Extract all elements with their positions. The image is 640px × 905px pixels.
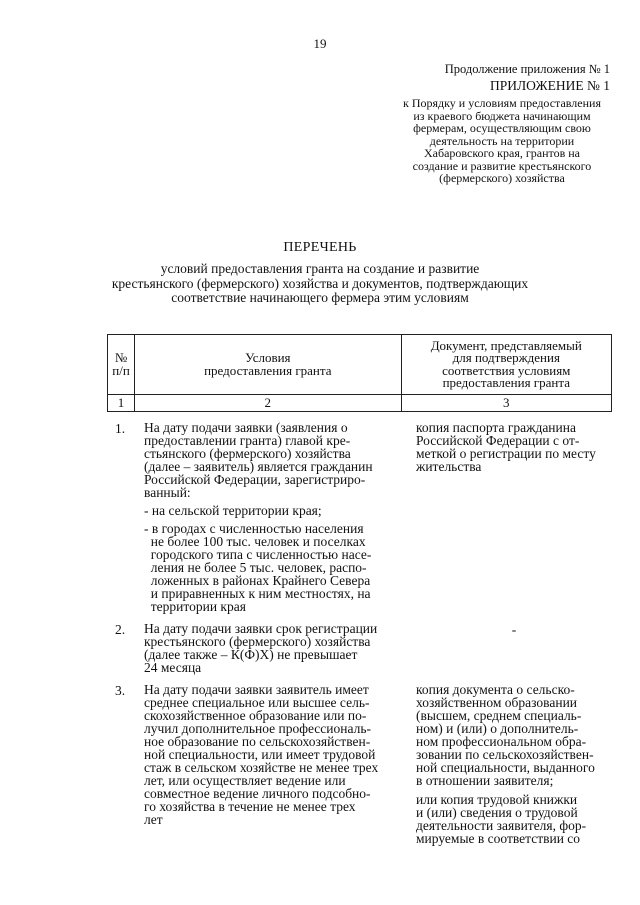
condition-line: (далее также – К(Ф)Х) не превышает [144, 647, 358, 662]
document-dash: - [511, 622, 517, 637]
appendix-subtitle-line: (фермерского) хозяйства [439, 171, 565, 185]
condition-line: среднее специальное или высшее сель- [144, 695, 370, 710]
document-cell [406, 421, 612, 613]
condition-line: лет, или осуществляет ведение или [144, 773, 346, 788]
document-line: хозяйственном образовании [416, 695, 578, 710]
conditions-table-header [107, 334, 612, 412]
condition-line: ления не более 5 тыс. человек, распо- [144, 560, 367, 575]
document-line: или копия трудовой книжки [416, 792, 578, 807]
table-row [107, 622, 612, 674]
header-num [108, 335, 135, 395]
condition-line: ванный: [144, 485, 191, 500]
header-condition [135, 335, 402, 395]
header-num-line: п/п [112, 362, 130, 378]
condition-cell [140, 683, 406, 845]
list-subtitle-line: соответствие начинающего фермера этим условиям [171, 290, 469, 305]
condition-line: городского типа с численностью насе- [144, 547, 372, 562]
appendix-subtitle-line: Хабаровского края, грантов на [423, 146, 581, 160]
appendix-subtitle-line: к Порядку и условиям предоставления [403, 96, 601, 110]
condition-line: территории края [144, 599, 246, 614]
appendix-subtitle-line: фермерам, осуществляющим свою [413, 121, 591, 135]
column-number: 1 [108, 395, 135, 412]
appendix-subtitle-line: создание и развитие крестьянского [412, 158, 592, 173]
condition-line: стаж в сельском хозяйстве не менее трех [144, 760, 379, 775]
header-document [401, 335, 611, 395]
appendix-title: ПРИЛОЖЕНИЕ № 1 [489, 78, 610, 93]
condition-line: крестьянского (фермерского) хозяйства [144, 634, 371, 649]
appendix-subtitle [388, 97, 610, 185]
document-paragraph [416, 421, 612, 473]
document-paragraph [416, 793, 612, 845]
appendix-subtitle-line: деятельность на территории [429, 133, 575, 148]
list-subtitle [88, 262, 552, 306]
conditions-table-body [107, 421, 612, 845]
document-line: ной специальности, выданного [416, 760, 595, 775]
header-document-line: предоставления гранта [442, 375, 570, 390]
condition-line: На дату подачи заявки (заявления о [144, 420, 348, 435]
document-paragraph [416, 683, 612, 787]
condition-line: На дату подачи заявки срок регистрации [144, 621, 378, 636]
condition-line: предоставлении гранта) главой кре- [144, 433, 351, 448]
condition-line: лет [144, 812, 163, 827]
document-line: меткой о регистрации по месту [416, 446, 596, 461]
row-number: 3. [115, 683, 126, 698]
document-line: копия документа о сельско- [416, 682, 575, 697]
document-line: (высшем, среднем специаль- [416, 708, 582, 723]
list-subtitle-line: крестьянского (фермерского) хозяйства и документов, подтверждающих [111, 275, 529, 291]
condition-line: совместное ведение личного подсобно- [144, 786, 371, 801]
condition-line: лучил дополнительное профессиональ- [144, 721, 371, 736]
table-row [107, 683, 612, 845]
condition-paragraph [144, 504, 406, 517]
header-document-line: Документ, представляемый [430, 337, 582, 353]
appendix-subtitle-line: из краевого бюджета начинающим [413, 108, 591, 123]
document-line: ном профессиональном обра- [416, 734, 587, 749]
condition-line: На дату подачи заявки заявитель имеет [144, 682, 369, 697]
column-number: 3 [401, 395, 611, 412]
condition-paragraph [144, 683, 406, 826]
document-line: мируемые в соответствии со [416, 831, 581, 846]
row-number: 2. [115, 622, 126, 637]
document-cell [406, 683, 612, 845]
document-line: и (или) сведения о трудовой [416, 805, 578, 820]
row-number: 1. [115, 421, 126, 436]
document-line: зовании по сельскохозяйствен- [416, 747, 594, 762]
condition-line: не более 100 тыс. человек и поселках [144, 534, 366, 549]
table-row [107, 421, 612, 613]
header-document-line: соответствия условиям [442, 362, 571, 378]
condition-paragraph [144, 421, 406, 499]
list-subtitle-line: условий предоставления гранта на создание и развитие [160, 261, 480, 276]
condition-line: - в городах с численностью населения [144, 521, 364, 536]
condition-cell [140, 622, 406, 674]
document-line: Российской Федерации с от- [416, 433, 580, 448]
condition-cell [140, 421, 406, 613]
condition-line: и приравненных к ним местностях, на [144, 586, 371, 601]
document-cell [406, 622, 612, 674]
document-line: жительства [416, 459, 482, 474]
column-number: 2 [135, 395, 402, 412]
condition-line: ное образование по сельскохозяйствен- [144, 734, 371, 749]
document-line: ном) и (или) о дополнитель- [416, 721, 579, 736]
condition-paragraph [144, 522, 406, 613]
document-line: копия паспорта гражданина [416, 420, 576, 435]
condition-paragraph [144, 622, 406, 674]
document-line: в отношении заявителя; [416, 773, 554, 788]
condition-line: ной специальности, или имеет трудовой [144, 747, 376, 762]
appendix-header [388, 62, 610, 185]
list-title: ПЕРЕЧЕНЬ [283, 240, 357, 255]
header-document-line: для подтверждения [452, 350, 560, 365]
continuation-note: Продолжение приложения № 1 [444, 62, 610, 76]
condition-line: скохозяйственное образование или по- [144, 708, 367, 723]
condition-line: Российской Федерации, зарегистриро- [144, 472, 366, 487]
document-line: деятельности заявителя, фор- [416, 818, 587, 833]
condition-line: 24 месяца [144, 660, 202, 675]
header-num-line: № [114, 350, 128, 365]
condition-line: стьянского (фермерского) хозяйства [144, 446, 351, 461]
column-number-row [108, 395, 612, 412]
condition-line: (далее – заявитель) является гражданин [144, 459, 373, 474]
condition-line: го хозяйства в течение не менее трех [144, 799, 356, 814]
condition-line: ложенных в районах Крайнего Севера [144, 573, 371, 588]
header-condition-line: Условия [245, 350, 291, 365]
header-condition-line: предоставления гранта [204, 362, 332, 378]
page-number: 19 [313, 36, 327, 51]
header-row [108, 335, 612, 395]
condition-line: - на сельской территории края; [144, 503, 322, 518]
